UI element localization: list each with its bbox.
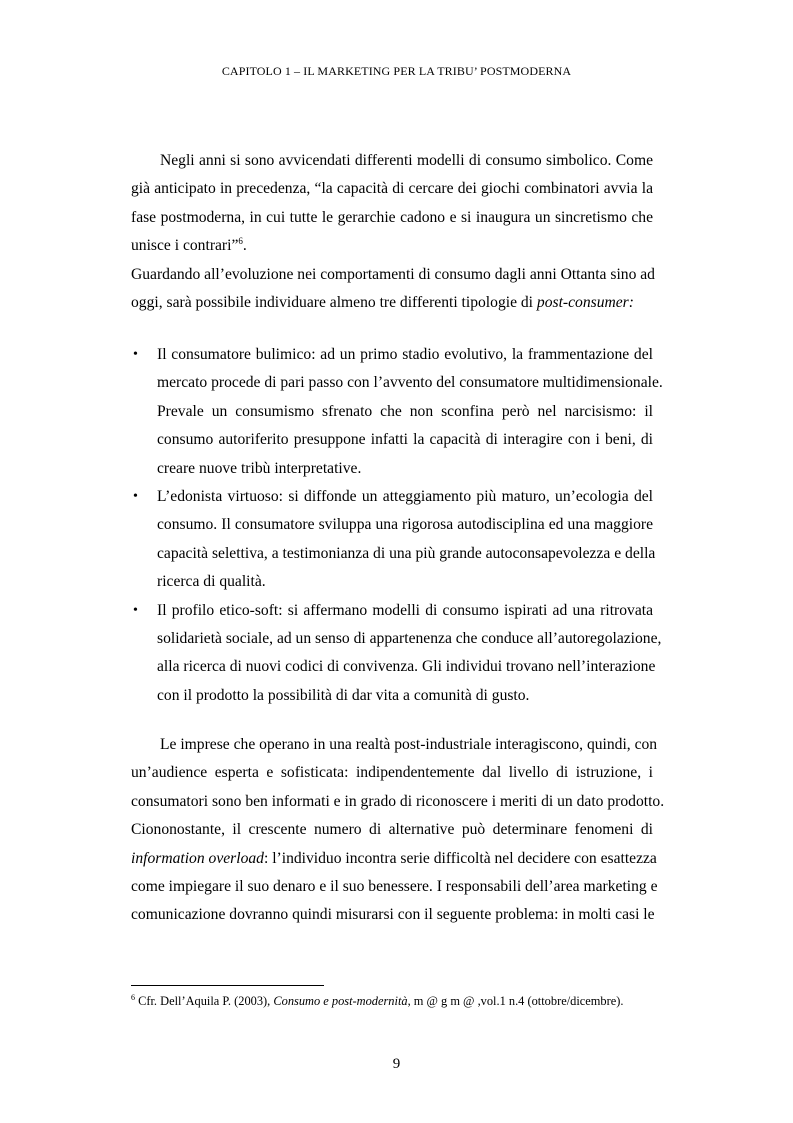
text-line: fase postmoderna, in cui tutte le gerarchie cadono e si inaugura un sincretismo che (131, 208, 653, 226)
text-line: un’audience esperta e sofisticata: indipendentemente dal livello di istruzione, i (131, 764, 653, 782)
text-line: consumo. Il consumatore sviluppa una rigorosa autodisciplina ed una maggiore (157, 516, 653, 534)
text-line: L’edonista virtuoso: si diffonde un atteggiamento più maturo, un’ecologia del (157, 487, 653, 505)
text-line: Il profilo etico-soft: si affermano modelli di consumo ispirati ad una ritrovata (157, 601, 653, 619)
bullet-icon: • (133, 347, 138, 362)
footnote-ref[interactable]: 6 (238, 235, 243, 246)
text-line: Guardando all’evoluzione nei comportamenti di consumo dagli anni Ottanta sino ad (131, 265, 655, 283)
footnote-number: 6 (131, 992, 135, 1002)
paragraph-intro (131, 147, 653, 317)
text-line: Negli anni si sono avvicendati differenti modelli di consumo simbolico. Come (160, 152, 653, 169)
bullet-list (131, 341, 663, 710)
text-line: come impiegare il suo denaro e il suo benessere. I responsabili dell’area marketing e (131, 877, 658, 895)
text-line: consumatori sono ben informati e in grado di riconoscere i meriti di un dato prodotto. (131, 792, 665, 810)
text-line: alla ricerca di nuovi codici di convivenza. Gli individui trovano nell’interazione (157, 658, 656, 676)
italic-term: post-consumer: (536, 293, 634, 311)
text-line: oggi, sarà possibile individuare almeno tre differenti tipologie di post-consumer: (131, 293, 634, 311)
text-line: con il prodotto la possibilità di dar vita a comunità di gusto. (157, 686, 530, 704)
bullet-icon: • (133, 602, 138, 618)
footnote-title: Consumo e post-modernità (273, 994, 408, 1008)
list-item (131, 597, 662, 711)
list-item (131, 483, 656, 597)
text-line: consumo autoriferito presuppone infatti la capacità di interagire con i beni, di (157, 431, 653, 449)
text-line: capacità selettiva, a testimonianza di una più grande autoconsapevolezza e della (157, 544, 656, 562)
italic-term: information overload (131, 849, 264, 867)
footnote: $^6$ Cfr. Dell’Aquila P. (2003), Consumo e post-modernità, m @ g m @ ,vol.1 n.4 (ottobre/dicembre). (131, 992, 624, 1008)
text-line: Ciononostante, il crescente numero di alternative può determinare fenomeni di (131, 821, 653, 839)
text-line: solidarietà sociale, ad un senso di appartenenza che conduce all’autoregolazione, (157, 629, 662, 647)
text-line: Le imprese che operano in una realtà post-industriale interagiscono, quindi, con (160, 736, 658, 753)
running-header: CAPITOLO 1 – IL MARKETING PER LA TRIBU’ POSTMODERNA (221, 64, 572, 78)
text-line: unisce i contrari”$^6$. (131, 235, 247, 255)
footnote-divider (131, 985, 324, 986)
text-line: Il consumatore bulimico: ad un primo stadio evolutivo, la frammentazione del (157, 346, 653, 363)
text-line: creare nuove tribù interpretative. (157, 459, 362, 477)
text-line: ricerca di qualità. (157, 573, 266, 591)
bullet-icon: • (133, 488, 138, 504)
text-line: information overload: l’individuo incontra serie difficoltà nel decidere con esattezza (131, 849, 657, 867)
text-line: comunicazione dovranno quindi misurarsi con il seguente problema: in molti casi le (131, 906, 655, 924)
list-item (131, 341, 663, 483)
paragraph-imprese (131, 731, 665, 930)
page-number: 9 (392, 1056, 401, 1072)
text-line: mercato procede di pari passo con l’avvento del consumatore multidimensionale. (157, 374, 663, 392)
text-line: Prevale un consumismo sfrenato che non sconfina però nel narcisismo: il (157, 402, 653, 420)
text-line: già anticipato in precedenza, “la capacità di cercare dei giochi combinatori avvia la (131, 180, 653, 198)
